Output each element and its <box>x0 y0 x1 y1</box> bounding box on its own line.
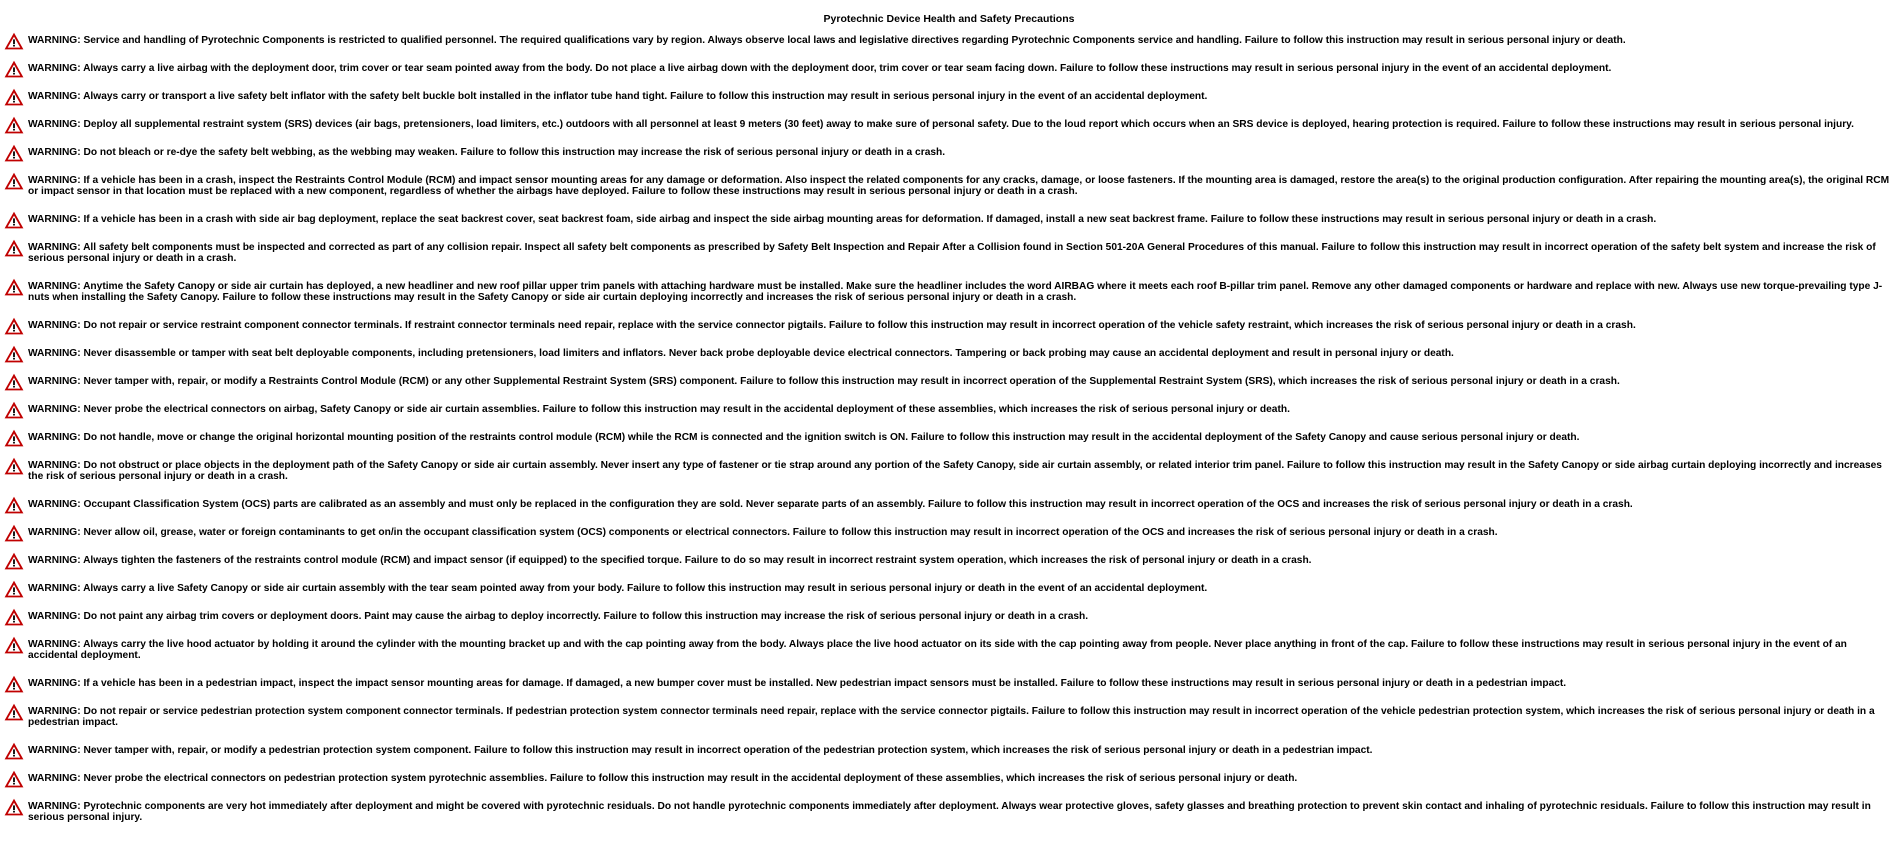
warning-text: WARNING: Service and handling of Pyrotechnic Components is restricted to qualified personnel. The required qualifications vary by region. Always observe local laws and legislative directives regarding Pyrotechnic Components service and handling. Failure to follow this instruction may result in serious personal injury or death. <box>28 35 1626 46</box>
warning-triangle-icon <box>4 580 24 598</box>
warning-item-26 <box>4 801 1894 840</box>
warning-text: WARNING: Pyrotechnic components are very hot immediately after deployment and might be covered with pyrotechnic residuals. Do not handle pyrotechnic components immediately after deployment. Always wear protective gloves, safety glasses and breathing protection to prevent skin contact and inhaling of pyrotechnic residuals. Failure to follow this instruction may result in serious personal injury. <box>28 801 1871 823</box>
warning-triangle-icon <box>4 401 24 419</box>
warning-triangle-icon <box>4 239 24 257</box>
warning-triangle-icon <box>4 60 24 78</box>
warning-text: WARNING: Never tamper with, repair, or modify a pedestrian protection system component. Failure to follow this instruction may result in incorrect operation of the pedestrian protection system, which increases the risk of serious personal injury or death in a pedestrian impact. <box>28 745 1373 756</box>
warning-item-9 <box>4 281 1894 320</box>
warning-item-3 <box>4 91 1894 119</box>
warning-triangle-icon <box>4 675 24 693</box>
warning-text: WARNING: Do not handle, move or change the original horizontal mounting position of the restraints control module (RCM) while the RCM is connected and the ignition switch is ON. Failure to follow this instruction may result in the accidental deployment of the Safety Canopy and cause serious personal injury or death. <box>28 432 1580 443</box>
warning-triangle-icon <box>4 32 24 50</box>
warning-list <box>4 35 1894 840</box>
warning-item-4 <box>4 119 1894 147</box>
warning-triangle-icon <box>4 770 24 788</box>
warning-triangle-icon <box>4 144 24 162</box>
warning-text: WARNING: Never disassemble or tamper with seat belt deployable components, including pretensioners, load limiters and inflators. Never back probe deployable device electrical connectors. Tampering or back probing may cause an accidental deployment and result in personal injury or death. <box>28 348 1454 359</box>
warning-text: WARNING: Deploy all supplemental restraint system (SRS) devices (air bags, pretensioners, load limiters, etc.) outdoors with all personnel at least 9 meters (30 feet) away to make sure of personal safety. Due to the loud report which occurs when an SRS device is deployed, hearing protection is required. Failure to follow these instructions may result in serious personal injury. <box>28 119 1854 130</box>
warning-item-12 <box>4 376 1894 404</box>
warning-text: WARNING: Anytime the Safety Canopy or side air curtain has deployed, a new headliner and new roof pillar upper trim panels with attaching hardware must be installed. Make sure the headliner includes the word AIRBAG where it meets each roof B-pillar trim panel. Remove any other damaged components or hardware and replace with new. Always use new torque-prevailing type J-nuts when installing the Safety Canopy. Failure to follow these instructions may result in the Safety Canopy or side air curtain deploying incorrectly and increases the risk of serious personal injury or death in a crash. <box>28 281 1883 303</box>
warning-triangle-icon <box>4 524 24 542</box>
warning-triangle-icon <box>4 429 24 447</box>
warning-triangle-icon <box>4 373 24 391</box>
warning-item-16 <box>4 499 1894 527</box>
warning-triangle-icon <box>4 608 24 626</box>
warning-item-20 <box>4 611 1894 639</box>
warning-text: WARNING: Do not repair or service restraint component connector terminals. If restraint connector terminals need repair, replace with the service connector pigtails. Failure to follow this instruction may result in incorrect operation of the vehicle safety restraint, which increases the risk of serious personal injury or death in a crash. <box>28 320 1636 331</box>
warning-triangle-icon <box>4 116 24 134</box>
warning-triangle-icon <box>4 496 24 514</box>
warning-item-17 <box>4 527 1894 555</box>
warning-item-19 <box>4 583 1894 611</box>
warning-text: WARNING: Always carry the live hood actuator by holding it around the cylinder with the mounting bracket up and with the cap pointing away from the body. Always place the live hood actuator on its side with the cap pointing away from people. Never place anything in front of the cap. Failure to follow these instructions may result in serious personal injury in the event of an accidental deployment. <box>28 639 1847 661</box>
warning-text: WARNING: If a vehicle has been in a crash, inspect the Restraints Control Module (RCM) and impact sensor mounting areas for any damage or deformation. Also inspect the related components for any cracks, damage, or loose fasteners. If the mounting area is damaged, restore the area(s) to the original production configuration. After repairing the mounting area(s), the original RCM or impact sensor in that location must be replaced with a new component, regardless of whether the airbags have deployed. Failure to follow these instructions may result in serious personal injury or death in a crash. <box>28 175 1890 197</box>
warning-item-7 <box>4 214 1894 242</box>
warning-item-11 <box>4 348 1894 376</box>
warning-triangle-icon <box>4 211 24 229</box>
warning-text: WARNING: Do not obstruct or place objects in the deployment path of the Safety Canopy or side air curtain assembly. Never insert any type of fastener or tie strap around any portion of the Safety Canopy, side air curtain assembly, or related interior trim panel. Failure to follow this instruction may result in the Safety Canopy or side airbag curtain deploying incorrectly and increases the risk of serious personal injury or death in a crash. <box>28 460 1882 482</box>
warning-triangle-icon <box>4 345 24 363</box>
warning-text: WARNING: Do not paint any airbag trim covers or deployment doors. Paint may cause the airbag to deploy incorrectly. Failure to follow this instruction may increase the risk of serious personal injury or death in a crash. <box>28 611 1089 622</box>
warning-item-5 <box>4 147 1894 175</box>
warning-triangle-icon <box>4 317 24 335</box>
warning-text: WARNING: Do not repair or service pedestrian protection system component connector terminals. If pedestrian protection system connector terminals need repair, replace with the service connector pigtails. Failure to follow this instruction may result in incorrect operation of the vehicle pedestrian protection system, which increases the risk of serious personal injury or death in a pedestrian impact. <box>28 706 1875 728</box>
warning-item-8 <box>4 242 1894 281</box>
warning-text: WARNING: Never probe the electrical connectors on airbag, Safety Canopy or side air curtain assemblies. Failure to follow this instruction may result in the accidental deployment of these assemblies, which increases the risk of serious personal injury or death. <box>28 404 1290 415</box>
warning-triangle-icon <box>4 457 24 475</box>
warning-text: WARNING: If a vehicle has been in a pedestrian impact, inspect the impact sensor mounting areas for damage. If damaged, a new bumper cover must be installed. New pedestrian impact sensors must be installed. Failure to follow these instructions may result in serious personal injury or death in a pedestrian impact. <box>28 678 1567 689</box>
warning-item-10 <box>4 320 1894 348</box>
warning-triangle-icon <box>4 552 24 570</box>
warning-item-24 <box>4 745 1894 773</box>
warning-text: WARNING: Never allow oil, grease, water or foreign contaminants to get on/in the occupant classification system (OCS) components or electrical connectors. Failure to follow this instruction may result in incorrect operation of the OCS and increases the risk of serious personal injury or death in a crash. <box>28 527 1498 538</box>
warning-item-6 <box>4 175 1894 214</box>
warning-item-23 <box>4 706 1894 745</box>
warning-triangle-icon <box>4 636 24 654</box>
warning-item-25 <box>4 773 1894 801</box>
warning-text: WARNING: Never tamper with, repair, or modify a Restraints Control Module (RCM) or any other Supplemental Restraint System (SRS) component. Failure to follow this instruction may result in incorrect operation of the Supplemental Restraint System (SRS), which increases the risk of serious personal injury or death in a crash. <box>28 376 1620 387</box>
warning-text: WARNING: Occupant Classification System (OCS) parts are calibrated as an assembly and must only be replaced in the configuration they are sold. Never separate parts of an assembly. Failure to follow this instruction may result in incorrect operation of the OCS and increases the risk of serious personal injury or death in a crash. <box>28 499 1633 510</box>
warning-text: WARNING: If a vehicle has been in a crash with side air bag deployment, replace the seat backrest cover, seat backrest foam, side airbag and inspect the side airbag mounting areas for deformation. If damaged, install a new seat backrest frame. Failure to follow these instructions may result in serious personal injury or death in a crash. <box>28 214 1657 225</box>
warning-text: WARNING: Always tighten the fasteners of the restraints control module (RCM) and impact sensor (if equipped) to the specified torque. Failure to do so may result in incorrect restraint system operation, which increases the risk of personal injury or death in a crash. <box>28 555 1312 566</box>
warning-text: WARNING: All safety belt components must be inspected and corrected as part of any collision repair. Inspect all safety belt components as prescribed by Safety Belt Inspection and Repair After a Collision found in Section 501-20A General Procedures of this manual. Failure to follow this instruction may result in incorrect operation of the safety belt system and increase the risk of serious personal injury or death in a crash. <box>28 242 1876 264</box>
document-title: Pyrotechnic Device Health and Safety Precautions <box>823 13 1075 25</box>
warning-item-22 <box>4 678 1894 706</box>
warning-text: WARNING: Always carry or transport a live safety belt inflator with the safety belt buckle bolt installed in the inflator tube hand tight. Failure to follow this instruction may result in serious personal injury in the event of an accidental deployment. <box>28 91 1208 102</box>
warning-text: WARNING: Always carry a live Safety Canopy or side air curtain assembly with the tear seam pointed away from your body. Failure to follow this instruction may result in serious personal injury or death in the event of an accidental deployment. <box>28 583 1208 594</box>
warning-triangle-icon <box>4 278 24 296</box>
warning-triangle-icon <box>4 172 24 190</box>
warning-triangle-icon <box>4 88 24 106</box>
warning-text: WARNING: Do not bleach or re-dye the safety belt webbing, as the webbing may weaken. Failure to follow this instruction may increase the risk of serious personal injury or death in a crash. <box>28 147 946 158</box>
warning-triangle-icon <box>4 798 24 816</box>
warning-item-13 <box>4 404 1894 432</box>
warning-item-14 <box>4 432 1894 460</box>
warning-item-21 <box>4 639 1894 678</box>
warning-item-1 <box>4 35 1894 63</box>
warning-item-15 <box>4 460 1894 499</box>
warning-text: WARNING: Always carry a live airbag with the deployment door, trim cover or tear seam pointed away from the body. Do not place a live airbag down with the deployment door, trim cover or tear seam facing down. Failure to follow these instructions may result in serious personal injury in the event of an accidental deployment. <box>28 63 1612 74</box>
warning-item-2 <box>4 63 1894 91</box>
warning-triangle-icon <box>4 703 24 721</box>
warning-item-18 <box>4 555 1894 583</box>
warning-text: WARNING: Never probe the electrical connectors on pedestrian protection system pyrotechnic assemblies. Failure to follow this instruction may result in the accidental deployment of these assemblies, which increases the risk of serious personal injury or death. <box>28 773 1298 784</box>
warning-triangle-icon <box>4 742 24 760</box>
